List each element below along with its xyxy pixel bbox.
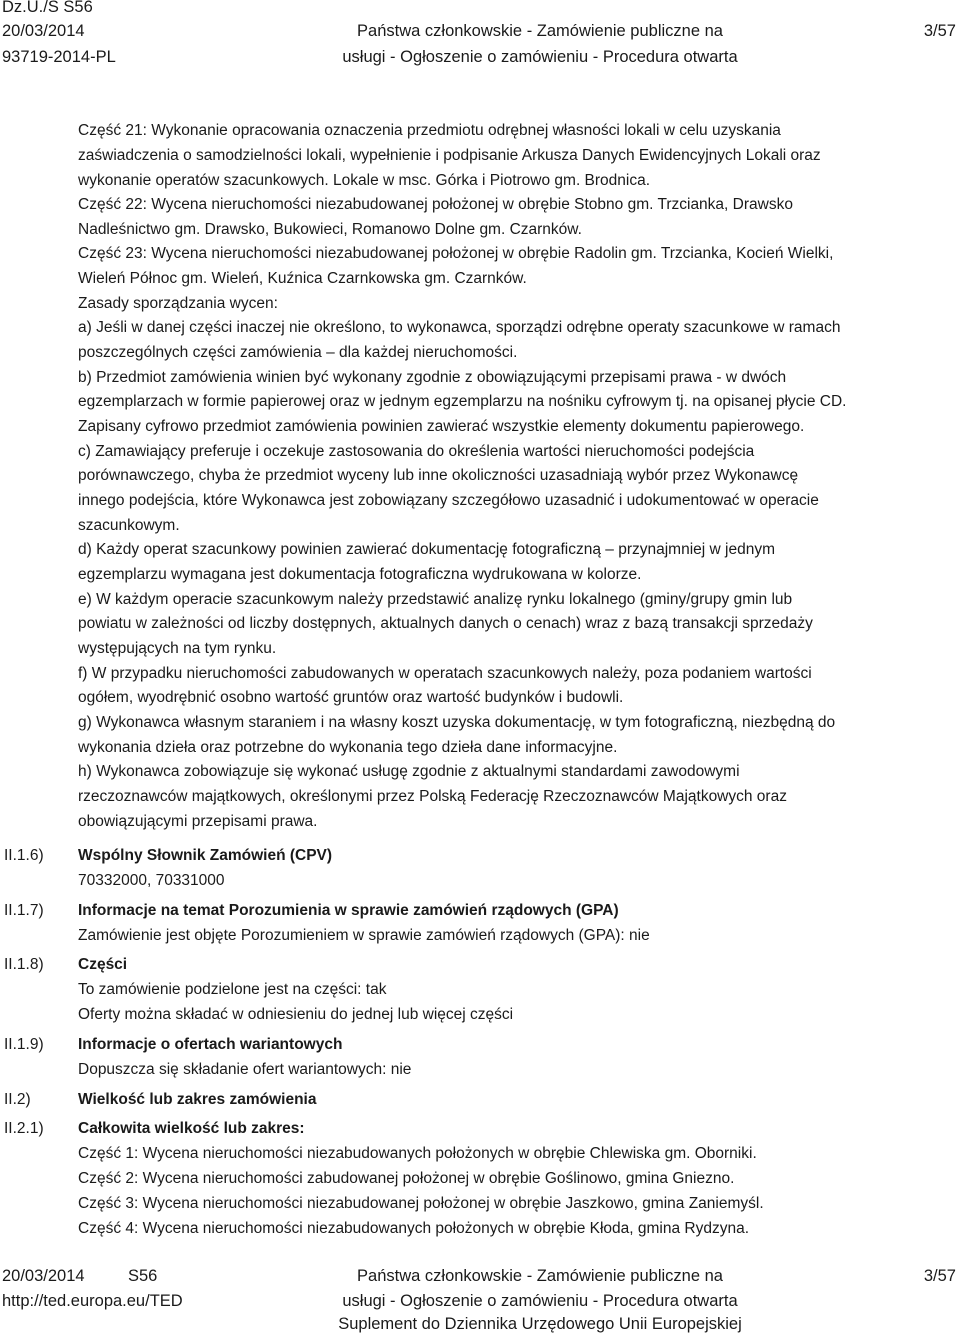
section-text: Część 2: Wycena nieruchomości zabudowanej położonej w obrębie Goślinowo, gmina Gniezno. bbox=[78, 1170, 735, 1187]
body-line: szacunkowym. bbox=[78, 517, 180, 534]
footer-page-number: 3/57 bbox=[923, 1267, 956, 1285]
footer-title-line-3: Suplement do Dziennika Urzędowego Unii Europejskiej bbox=[338, 1315, 742, 1333]
footer-series: S56 bbox=[128, 1267, 158, 1285]
body-line: ogółem, wyodrębnić osobno wartość gruntów oraz wartość budynków i budowli. bbox=[78, 689, 624, 706]
body-line: Nadleśnictwo gm. Drawsko, Bukowieci, Romanowo Dolne gm. Czarnków. bbox=[78, 221, 582, 238]
section-text: To zamówienie podzielone jest na części: tak bbox=[78, 981, 387, 998]
section-number: II.1.9) bbox=[4, 1036, 44, 1053]
body-line: Część 22: Wycena nieruchomości niezabudowanej położonej w obrębie Stobno gm. Trzcianka, Drawsko bbox=[78, 196, 793, 213]
footer-title-line-2: usługi - Ogłoszenie o zamówieniu - Procedura otwarta bbox=[342, 1292, 738, 1310]
body-line: obowiązującymi przepisami prawa. bbox=[78, 813, 318, 830]
body-line: innego podejścia, które Wykonawca jest zobowiązany szczegółowo uzasadnić i udokumentować w operacie bbox=[78, 492, 819, 509]
section-text: Oferty można składać w odniesieniu do jednej lub więcej części bbox=[78, 1006, 514, 1023]
section-number: II.1.8) bbox=[4, 956, 44, 973]
section-title: Części bbox=[78, 956, 128, 973]
footer-date: 20/03/2014 bbox=[2, 1267, 85, 1285]
body-line: wykonania dzieła oraz potrzebne do wykonania tego dzieła dane informacyjne. bbox=[78, 739, 618, 756]
body-line: występujących na tym rynku. bbox=[78, 640, 277, 657]
section-text: Część 4: Wycena nieruchomości niezabudowanych położonych w obrębie Kłoda, gmina Rydzyna. bbox=[78, 1220, 750, 1237]
section-title: Informacje na temat Porozumienia w sprawie zamówień rządowych (GPA) bbox=[78, 902, 619, 919]
body-line: rzeczoznawców majątkowych, określonymi przez Polską Federację Rzeczoznawców Majątkowych oraz bbox=[78, 788, 787, 805]
section-number: II.1.7) bbox=[4, 902, 44, 919]
header-title-line-1: Państwa członkowskie - Zamówienie publiczne na bbox=[357, 22, 723, 40]
body-line: Wieleń Północ gm. Wieleń, Kuźnica Czarnkowska gm. Czarnków. bbox=[78, 270, 527, 287]
cpv-codes: 70332000, 70331000 bbox=[78, 872, 225, 889]
header-title-line-2: usługi - Ogłoszenie o zamówieniu - Procedura otwarta bbox=[342, 48, 738, 66]
body-line: Część 21: Wykonanie opracowania oznaczenia przedmiotu odrębnej własności lokali w celu uzyskania bbox=[78, 122, 781, 139]
body-line: Część 23: Wycena nieruchomości niezabudowanej położonej w obrębie Radolin gm. Trzcianka, Kocień Wielki, bbox=[78, 245, 834, 262]
body-line: zaświadczenia o samodzielności lokali, wypełnienie i podpisanie Arkusza Danych Ewidencyjnych Lokali oraz bbox=[78, 147, 821, 164]
header-date: 20/03/2014 bbox=[2, 22, 85, 40]
body-line: Zapisany cyfrowo przedmiot zamówienia powinien zawierać wszystkie elementy dokumentu papierowego. bbox=[78, 418, 805, 435]
header-ref: Dz.U./S S56 bbox=[2, 0, 93, 16]
footer-url[interactable]: http://ted.europa.eu/TED bbox=[2, 1292, 183, 1310]
section-title: Wielkość lub zakres zamówienia bbox=[78, 1091, 317, 1108]
section-title: Informacje o ofertach wariantowych bbox=[78, 1036, 343, 1053]
body-line: Zasady sporządzania wycen: bbox=[78, 295, 278, 312]
body-line: a) Jeśli w danej części inaczej nie określono, to wykonawca, sporządzi odrębne operaty szacunkowe w ramach bbox=[78, 319, 841, 336]
body-line: wykonanie operatów szacunkowych. Lokale w msc. Górka i Piotrowo gm. Brodnica. bbox=[78, 172, 651, 189]
section-text: Część 1: Wycena nieruchomości niezabudowanych położonych w obrębie Chlewiska gm. Oborniki. bbox=[78, 1145, 757, 1162]
section-text: Zamówienie jest objęte Porozumieniem w sprawie zamówień rządowych (GPA): nie bbox=[78, 927, 650, 944]
footer-title-line-1: Państwa członkowskie - Zamówienie publiczne na bbox=[357, 1267, 723, 1285]
body-line: g) Wykonawca własnym staraniem i na własny koszt uzyska dokumentację, w tym fotograficzną, niezbędną do bbox=[78, 714, 836, 731]
body-line: powiatu w zależności od liczby dostępnych, aktualnych danych o cenach) wraz z bazą transakcji sprzedaży bbox=[78, 615, 813, 632]
body-line: f) W przypadku nieruchomości zabudowanych w operatach szacunkowych należy, poza podaniem wartości bbox=[78, 665, 812, 682]
body-line: e) W każdym operacie szacunkowym należy przedstawić analizę rynku lokalnego (gminy/grupy gmin lub bbox=[78, 591, 793, 608]
header-page-number: 3/57 bbox=[923, 22, 956, 40]
body-line: b) Przedmiot zamówienia winien być wykonany zgodnie z obowiązującymi przepisami prawa - w dwóch bbox=[78, 369, 787, 386]
body-line: c) Zamawiający preferuje i oczekuje zastosowania do określenia wartości nieruchomości podejścia bbox=[78, 443, 755, 460]
body-line: h) Wykonawca zobowiązuje się wykonać usługę zgodnie z aktualnymi standardami zawodowymi bbox=[78, 763, 740, 780]
section-text: Część 3: Wycena nieruchomości niezabudowanej położonej w obrębie Jaszkowo, gmina Zaniemyśl. bbox=[78, 1195, 764, 1212]
header-notice-number: 93719-2014-PL bbox=[2, 48, 116, 66]
section-text: Dopuszcza się składanie ofert wariantowych: nie bbox=[78, 1061, 412, 1078]
body-line: porównawczego, chyba że przedmiot wyceny lub inne okoliczności uzasadniają wybór przez Wykonawcę bbox=[78, 467, 799, 484]
body-line: egzemplarzu wymagana jest dokumentacja fotograficzna wydrukowana w kolorze. bbox=[78, 566, 642, 583]
section-number: II.2) bbox=[4, 1091, 31, 1108]
section-title: Całkowita wielkość lub zakres: bbox=[78, 1120, 305, 1137]
section-number: II.2.1) bbox=[4, 1120, 44, 1137]
section-title: Wspólny Słownik Zamówień (CPV) bbox=[78, 847, 333, 864]
body-line: poszczególnych części zamówienia – dla każdej nieruchomości. bbox=[78, 344, 518, 361]
section-number: II.1.6) bbox=[4, 847, 44, 864]
body-line: d) Każdy operat szacunkowy powinien zawierać dokumentację fotograficzną – przynajmniej w jednym bbox=[78, 541, 775, 558]
body-line: egzemplarzach w formie papierowej oraz w jednym egzemplarzu na nośniku cyfrowym tj. na opisanej płycie CD. bbox=[78, 393, 847, 410]
